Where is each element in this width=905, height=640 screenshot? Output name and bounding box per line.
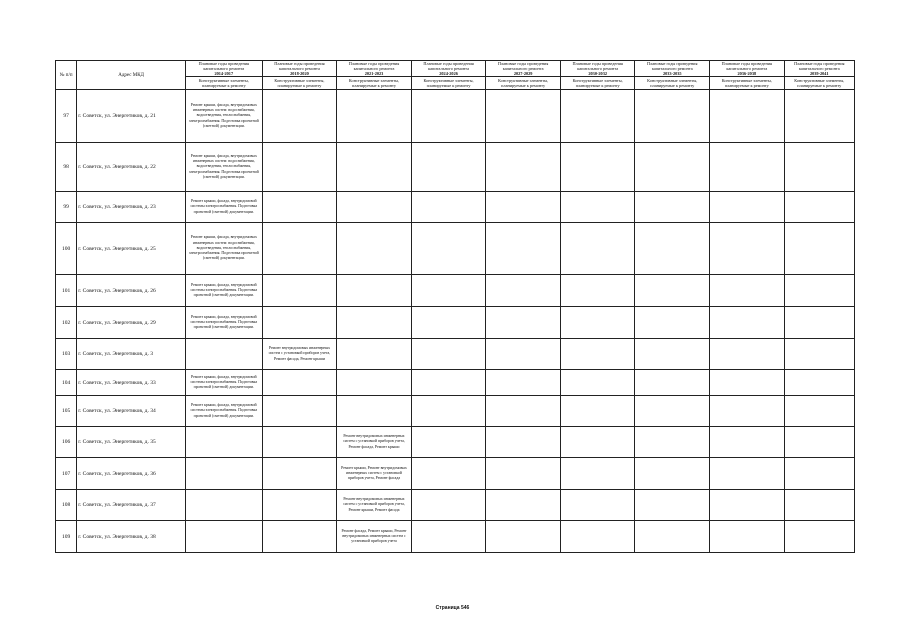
repair-works-cell bbox=[262, 275, 337, 307]
repair-works-cell bbox=[784, 370, 854, 396]
repair-works-cell bbox=[710, 370, 785, 396]
repair-works-cell bbox=[784, 307, 854, 339]
row-number: 98 bbox=[56, 143, 77, 192]
header-period bbox=[185, 61, 262, 77]
repair-works-cell bbox=[560, 90, 635, 143]
header-period bbox=[337, 61, 412, 77]
repair-works-cell bbox=[784, 521, 854, 553]
header-elements: Конструктивные элементы, планируемые к ремонту bbox=[784, 77, 854, 90]
repair-works-cell bbox=[262, 143, 337, 192]
repair-works-cell bbox=[486, 223, 561, 275]
repair-works-cell bbox=[560, 396, 635, 427]
repair-works-cell bbox=[411, 339, 486, 370]
repair-works-cell bbox=[337, 307, 412, 339]
repair-works-cell bbox=[635, 490, 710, 521]
repair-works-cell bbox=[486, 427, 561, 458]
repair-works-cell: Ремонт внутридомовых инженерных систем с установкой приборов учета, Ремонт крыши, Ремонт фасада bbox=[337, 490, 412, 521]
repair-works-cell bbox=[635, 143, 710, 192]
period-years: 2018-2020 bbox=[290, 71, 309, 76]
repair-works-cell bbox=[710, 307, 785, 339]
period-title: Плановые годы проведения капитального ремонта bbox=[721, 61, 773, 71]
table-row bbox=[56, 458, 855, 490]
period-title: Плановые годы проведения капитального ремонта bbox=[423, 61, 474, 71]
row-address: г. Советск, ул. Энергетиков, д. 33 bbox=[77, 370, 186, 396]
repair-works-cell bbox=[337, 370, 412, 396]
table-row bbox=[56, 275, 855, 307]
repair-works-cell bbox=[185, 427, 262, 458]
header-elements: Конструктивные элементы, планируемые к ремонту bbox=[185, 77, 262, 90]
repair-works-cell bbox=[710, 521, 785, 553]
table-row bbox=[56, 307, 855, 339]
repair-works-cell bbox=[486, 396, 561, 427]
period-title: Плановые годы проведения капитального ремонта bbox=[198, 61, 250, 71]
repair-works-cell bbox=[411, 223, 486, 275]
repair-works-cell bbox=[185, 521, 262, 553]
repair-works-cell bbox=[337, 90, 412, 143]
repair-works-cell bbox=[560, 143, 635, 192]
repair-works-cell bbox=[262, 223, 337, 275]
period-title: Плановые годы проведения капитального ремонта bbox=[572, 61, 623, 71]
repair-works-cell bbox=[784, 339, 854, 370]
repair-works-cell bbox=[486, 143, 561, 192]
repair-works-cell bbox=[784, 90, 854, 143]
repair-works-cell: Ремонт внутридомовых инженерных систем с установкой приборов учета, Ремонт фасада, Ремонт крыши bbox=[337, 427, 412, 458]
row-number: 102 bbox=[56, 307, 77, 339]
repair-works-cell: Ремонт крыши, фасада, внутридомовых инженерных систем: водоснабжения, водоотведения, теплоснабжения, электроснабжения. Подготовка проектной (сметной) документации. bbox=[185, 223, 262, 275]
table-row bbox=[56, 521, 855, 553]
repair-works-cell bbox=[710, 339, 785, 370]
header-period bbox=[710, 61, 785, 77]
repair-works-cell bbox=[635, 427, 710, 458]
repair-works-cell bbox=[560, 223, 635, 275]
period-years: 2027-2029 bbox=[513, 71, 533, 76]
repair-works-cell bbox=[411, 307, 486, 339]
page-number: Страница 546 bbox=[435, 605, 470, 611]
header-address: Адрес МКД bbox=[77, 61, 186, 90]
row-address: г. Советск, ул. Энергетиков, д. 35 bbox=[77, 427, 186, 458]
repair-works-cell: Ремонт крыши, фасада, внутридомовых инженерных систем: водоснабжения, водоотведения, теплоснабжения, электроснабжения. Подготовка проектной (сметной) документации. bbox=[185, 143, 262, 192]
repair-schedule-table bbox=[55, 60, 855, 553]
repair-works-cell bbox=[185, 490, 262, 521]
table-row bbox=[56, 143, 855, 192]
header-elements: Конструктивные элементы, планируемые к ремонту bbox=[486, 77, 561, 90]
row-address: г. Советск, ул. Энергетиков, д. 29 bbox=[77, 307, 186, 339]
repair-works-cell bbox=[262, 370, 337, 396]
repair-works-cell bbox=[411, 192, 486, 223]
header-elements: Конструктивные элементы, планируемые к ремонту bbox=[710, 77, 785, 90]
repair-works-cell bbox=[710, 396, 785, 427]
repair-works-cell bbox=[262, 458, 337, 490]
repair-works-cell bbox=[262, 521, 337, 553]
period-years: 2021-2023 bbox=[364, 71, 384, 76]
repair-works-cell bbox=[486, 307, 561, 339]
repair-works-cell bbox=[635, 339, 710, 370]
header-period bbox=[635, 61, 710, 77]
repair-works-cell bbox=[486, 521, 561, 553]
repair-works-cell bbox=[560, 427, 635, 458]
repair-works-cell bbox=[185, 339, 262, 370]
header-elements: Конструктивные элементы, планируемые к ремонту bbox=[635, 77, 710, 90]
repair-works-cell bbox=[411, 490, 486, 521]
period-title: Плановые годы проведения капитального ремонта bbox=[497, 61, 549, 71]
repair-works-cell bbox=[411, 521, 486, 553]
row-address: г. Советск, ул. Энергетиков, д. 22 bbox=[77, 143, 186, 192]
repair-works-cell bbox=[337, 192, 412, 223]
header-elements: Конструктивные элементы, планируемые к ремонту bbox=[411, 77, 486, 90]
repair-works-cell bbox=[710, 427, 785, 458]
repair-works-cell bbox=[337, 223, 412, 275]
row-address: г. Советск, ул. Энергетиков, д. 21 bbox=[77, 90, 186, 143]
repair-works-cell bbox=[560, 490, 635, 521]
repair-works-cell bbox=[710, 490, 785, 521]
repair-works-cell bbox=[411, 427, 486, 458]
table-header bbox=[56, 61, 855, 90]
repair-works-cell: Ремонт крыши, фасада, внутридомовой системы электроснабжения. Подготовка проектной (сметной) документации. bbox=[185, 396, 262, 427]
row-number: 108 bbox=[56, 490, 77, 521]
repair-works-cell bbox=[784, 223, 854, 275]
repair-works-cell bbox=[411, 396, 486, 427]
repair-works-cell bbox=[710, 223, 785, 275]
row-number: 97 bbox=[56, 90, 77, 143]
repair-works-cell bbox=[411, 143, 486, 192]
repair-works-cell bbox=[262, 192, 337, 223]
repair-works-cell bbox=[486, 339, 561, 370]
repair-works-cell: Ремонт крыши, фасада, внутридомовых инженерных систем: водоснабжения, водоотведения, теплоснабжения, электроснабжения. Подготовка проектной (сметной) документации. bbox=[185, 90, 262, 143]
repair-works-cell bbox=[337, 275, 412, 307]
table-row bbox=[56, 370, 855, 396]
repair-works-cell bbox=[784, 396, 854, 427]
row-number: 109 bbox=[56, 521, 77, 553]
repair-works-cell: Ремонт фасада, Ремонт крыши, Ремонт внутридомовых инженерных систем с установкой приборов учета bbox=[337, 521, 412, 553]
repair-works-cell: Ремонт крыши, Ремонт внутридомовых инженерных систем с установкой приборов учета, Ремонт фасада bbox=[337, 458, 412, 490]
repair-works-cell bbox=[635, 521, 710, 553]
table-row bbox=[56, 396, 855, 427]
repair-works-cell bbox=[635, 307, 710, 339]
row-number: 99 bbox=[56, 192, 77, 223]
table-row bbox=[56, 339, 855, 370]
repair-works-cell bbox=[337, 143, 412, 192]
repair-works-cell bbox=[560, 458, 635, 490]
table-body bbox=[56, 90, 855, 553]
header-num: № п/п bbox=[56, 61, 77, 90]
repair-works-cell bbox=[337, 396, 412, 427]
repair-works-cell bbox=[560, 370, 635, 396]
header-period bbox=[486, 61, 561, 77]
header-elements: Конструктивные элементы, планируемые к ремонту bbox=[560, 77, 635, 90]
period-title: Плановые годы проведения капитального ремонта bbox=[794, 61, 845, 71]
repair-works-cell bbox=[635, 458, 710, 490]
repair-works-cell bbox=[784, 490, 854, 521]
repair-works-cell bbox=[710, 192, 785, 223]
repair-works-cell bbox=[486, 458, 561, 490]
repair-works-cell bbox=[784, 427, 854, 458]
row-number: 103 bbox=[56, 339, 77, 370]
row-address: г. Советск, ул. Энергетиков, д. 26 bbox=[77, 275, 186, 307]
table-row bbox=[56, 490, 855, 521]
repair-works-cell bbox=[262, 90, 337, 143]
period-years: 2033-2035 bbox=[662, 71, 682, 76]
header-period bbox=[262, 61, 337, 77]
repair-works-cell bbox=[560, 339, 635, 370]
period-years: 2030-2032 bbox=[588, 71, 607, 76]
repair-works-cell: Ремонт крыши, фасада, внутридомовой системы электроснабжения. Подготовка проектной (сметной) документации. bbox=[185, 307, 262, 339]
repair-works-cell bbox=[262, 427, 337, 458]
repair-works-cell bbox=[560, 307, 635, 339]
period-years: 2014-2017 bbox=[214, 71, 234, 76]
row-address: г. Советск, ул. Энергетиков, д. 3 bbox=[77, 339, 186, 370]
repair-works-cell bbox=[486, 370, 561, 396]
header-period bbox=[560, 61, 635, 77]
repair-works-cell: Ремонт внутридомовых инженерных систем с установкой приборов учета, Ремонт фасада, Ремонт крыши bbox=[262, 339, 337, 370]
header-row-periods bbox=[56, 61, 855, 77]
repair-works-cell: Ремонт крыши, фасада, внутридомовой системы электроснабжения. Подготовка проектной (сметной) документации. bbox=[185, 370, 262, 396]
header-period bbox=[784, 61, 854, 77]
row-number: 107 bbox=[56, 458, 77, 490]
period-years: 2024-2026 bbox=[439, 71, 458, 76]
header-period bbox=[411, 61, 486, 77]
repair-works-cell bbox=[635, 90, 710, 143]
repair-works-cell bbox=[411, 90, 486, 143]
repair-works-cell bbox=[411, 370, 486, 396]
repair-works-cell bbox=[710, 458, 785, 490]
period-title: Плановые годы проведения капитального ремонта bbox=[647, 61, 698, 71]
row-address: г. Советск, ул. Энергетиков, д. 23 bbox=[77, 192, 186, 223]
repair-works-cell bbox=[411, 275, 486, 307]
repair-works-cell bbox=[560, 192, 635, 223]
table-row bbox=[56, 427, 855, 458]
repair-works-cell bbox=[262, 490, 337, 521]
repair-works-cell bbox=[262, 307, 337, 339]
table-row bbox=[56, 90, 855, 143]
row-address: г. Советск, ул. Энергетиков, д. 34 bbox=[77, 396, 186, 427]
header-elements: Конструктивные элементы, планируемые к ремонту bbox=[337, 77, 412, 90]
repair-works-cell bbox=[635, 396, 710, 427]
repair-works-cell bbox=[560, 521, 635, 553]
repair-works-cell bbox=[710, 90, 785, 143]
repair-works-cell: Ремонт крыши, фасада, внутридомовой системы электроснабжения. Подготовка проектной (сметной) документации. bbox=[185, 275, 262, 307]
repair-works-cell bbox=[784, 458, 854, 490]
period-title: Плановые годы проведения капитального ремонта bbox=[274, 61, 325, 71]
repair-works-cell bbox=[486, 192, 561, 223]
table-row bbox=[56, 192, 855, 223]
repair-works-cell bbox=[262, 396, 337, 427]
repair-works-cell bbox=[635, 192, 710, 223]
repair-works-cell: Ремонт крыши, фасада, внутридомовой системы электроснабжения. Подготовка проектной (сметной) документации. bbox=[185, 192, 262, 223]
row-address: г. Советск, ул. Энергетиков, д. 38 bbox=[77, 521, 186, 553]
period-years: 2039-2041 bbox=[809, 71, 829, 76]
repair-works-cell bbox=[337, 339, 412, 370]
row-address: г. Советск, ул. Энергетиков, д. 37 bbox=[77, 490, 186, 521]
repair-works-cell bbox=[635, 370, 710, 396]
repair-works-cell bbox=[784, 143, 854, 192]
repair-works-cell bbox=[560, 275, 635, 307]
repair-works-cell bbox=[411, 458, 486, 490]
row-address: г. Советск, ул. Энергетиков, д. 25 bbox=[77, 223, 186, 275]
row-address: г. Советск, ул. Энергетиков, д. 36 bbox=[77, 458, 186, 490]
repair-works-cell bbox=[710, 143, 785, 192]
repair-works-cell bbox=[486, 490, 561, 521]
repair-works-cell bbox=[784, 275, 854, 307]
repair-works-cell bbox=[486, 90, 561, 143]
row-number: 106 bbox=[56, 427, 77, 458]
row-number: 100 bbox=[56, 223, 77, 275]
repair-works-cell bbox=[635, 275, 710, 307]
table-row bbox=[56, 223, 855, 275]
repair-works-cell bbox=[185, 458, 262, 490]
repair-works-cell bbox=[635, 223, 710, 275]
period-title: Плановые годы проведения капитального ремонта bbox=[348, 61, 400, 71]
repair-works-cell bbox=[710, 275, 785, 307]
repair-works-cell bbox=[784, 192, 854, 223]
header-elements: Конструктивные элементы, планируемые к ремонту bbox=[262, 77, 337, 90]
row-number: 101 bbox=[56, 275, 77, 307]
row-number: 104 bbox=[56, 370, 77, 396]
repair-works-cell bbox=[486, 275, 561, 307]
row-number: 105 bbox=[56, 396, 77, 427]
period-years: 2036-2038 bbox=[737, 71, 757, 76]
